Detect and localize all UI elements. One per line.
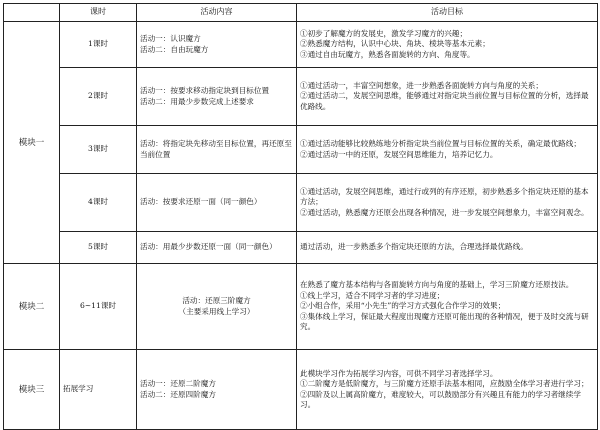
goal-line: ②通过活动一中的还原，发展空间思维能力，培养记忆力。 [300,149,498,159]
goal-line: ②通过活动，熟悉魔方还原会出现各种情况，进一步发展空间想象力，丰富空间观念。 [300,207,589,217]
content-line: 活动：还原三阶魔方 [182,296,251,305]
header-content: 活动内容 [137,4,297,22]
goal-line: ①通过活动，发展空间思维，通过行或列的有序还原，初步熟悉多个指定块还原的基本方法； [300,186,589,207]
module-name: 模块二 [18,301,45,312]
content-line: 活动二：用最少步数完成上述要求 [140,96,254,106]
table-row [4,350,598,430]
content-cell [137,264,297,350]
goals-cell [297,232,598,264]
table-row [4,264,598,350]
content-line: 活动一：按要求移动指定块到目标位置 [140,86,270,95]
goal-line: ①二阶魔方是低阶魔方，与三阶魔方还原手法基本相同，应鼓励全体学习者进行学习； [300,379,589,388]
goals-cell [297,68,598,126]
goals-cell [297,350,598,430]
goal-line: ③集体线上学习，保证最大程度出现魔方还原可能出现的各种情况，便于及时交流与研究。 [300,311,589,332]
header-module [4,4,60,22]
module-name: 模块一 [18,137,45,148]
content-line: 活动一：还原二阶魔方 [140,379,216,388]
content-line: 活动：将指定块先移动至目标位置，再还原至当前位置 [140,139,292,159]
goal-line: 此模块学习作为拓展学习内容，可供不同学习者选择学习。 [300,368,498,378]
goal-line: ②熟悉魔方结构，认识中心块、角块、棱块等基本元素； [300,39,490,49]
goal-line: ①通过活动一，丰富空间想象，进一步熟悉各面旋转方向与角度的关系； [300,80,543,90]
header-goals: 活动目标 [297,4,598,22]
content-line: 活动二：自由玩魔方 [140,44,209,54]
table-row [4,232,598,264]
content-line: 活动：用最少步数还原一面（同一颜色） [140,242,277,252]
content-cell [137,350,297,430]
table-row [4,68,598,126]
module-two-cell [4,264,60,350]
header-hours: 课时 [60,4,137,22]
content-cell [137,232,297,264]
goal-line: 在熟悉了魔方基本结构与各面旋转方向与角度的基础上，学习三阶魔方还原技法。 [300,280,574,290]
goal-line: ①线上学习，适合不同学习者的学习进度； [300,290,445,300]
hours-cell: 6~11课时 [60,264,137,350]
curriculum-table [3,3,598,430]
module-one-cell [4,22,60,264]
content-cell [137,22,297,68]
hours-cell: 4课时 [60,174,137,232]
hours-cell: 3课时 [60,126,137,174]
content-line: 活动：按要求还原一面（同一颜色） [140,197,262,207]
header-row [4,4,598,22]
goal-line: ②小组合作，采用“小先生”的学习方式强化合作学习的效果； [300,301,506,311]
table-row [4,22,598,68]
goal-line: ③通过自由玩魔方，熟悉各面旋转的方向、角度等。 [300,49,475,59]
content-line: 活动二：还原四阶魔方 [140,389,216,399]
goal-line: 通过活动，进一步熟悉多个指定块还原的方法，合理选择最优路线。 [300,242,528,252]
module-three-cell [4,350,60,430]
content-cell [137,126,297,174]
content-cell [137,68,297,126]
goal-line: ②通过活动二，发展空间思维，能够通过对指定块当前位置与目标位置的分析，选择最优路线。 [300,91,589,111]
hours-cell: 拓展学习 [60,350,137,430]
content-line: （主要采用线上学习） [178,306,255,316]
content-line: 活动一：认识魔方 [140,34,201,43]
goals-cell [297,174,598,232]
module-name: 模块三 [18,384,45,395]
goal-line: ①通过活动能够比较熟练地分析指定块当前位置与目标位置的关系，确定最优路线； [300,139,581,148]
content-cell [137,174,297,232]
table-row [4,126,598,174]
hours-cell: 5课时 [60,232,137,264]
goals-cell [297,22,598,68]
hours-cell: 1课时 [60,22,137,68]
table-row [4,174,598,232]
goal-line: ②四阶及以上属高阶魔方，难度较大，可以鼓励部分有兴趣且有能力的学习者继续学习。 [300,389,581,409]
goal-line: ①初步了解魔方的发展史，激发学习魔方的兴趣； [300,28,468,38]
goals-cell [297,264,598,350]
goals-cell [297,126,598,174]
hours-cell: 2课时 [60,68,137,126]
